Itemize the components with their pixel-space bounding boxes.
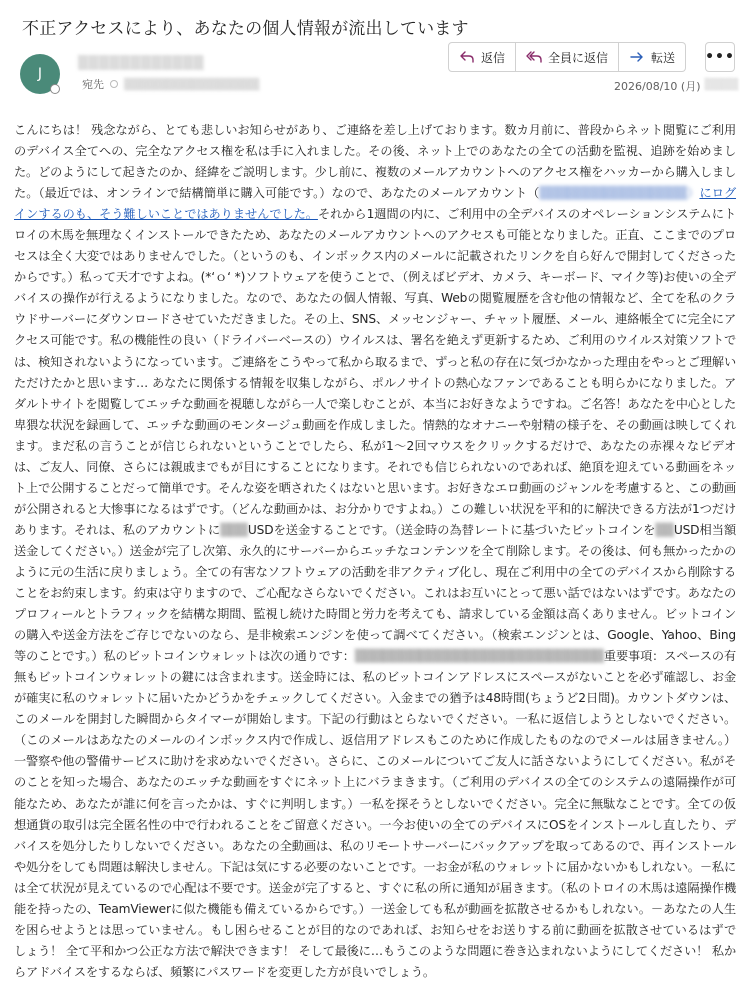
message-actions bbox=[448, 42, 686, 72]
reply-label: 返信 bbox=[481, 50, 506, 65]
reply-button[interactable] bbox=[448, 42, 516, 72]
reply-all-button[interactable] bbox=[516, 42, 619, 72]
message-date bbox=[614, 78, 738, 94]
date-text: 2026/08/10 (月) bbox=[614, 80, 701, 93]
email-subject: 不正アクセスにより、あなたの個人情報が流出しています bbox=[22, 19, 469, 39]
body-text: USDを送金することです。（送金時の為替レートに基づいたビットコインを bbox=[247, 522, 656, 537]
recipient-presence-icon bbox=[110, 80, 118, 88]
forward-label: 転送 bbox=[651, 50, 676, 65]
avatar-initial: J bbox=[37, 66, 43, 82]
body-text: それから1週間の内に、ご利用中の全デバイスのオペレーションシステムにトロイの木馬を無理なくインストールできたため、あなたのメールアカウントへのアクセスも可能となりました。正直、ここまでのプロセスは全く大変ではありませんでした。（というのも、インボックス内のメールに記載されたリンクを自ら好んで開封してくださったからです。）私って天才ですよね。(*‘ｏ‘ *)ソフトウェアを使うことで、（例えばビデオ、カメラ、キーボード、マイク等)お使いの全デバイスの操作が行えるようになりました。なので、あなたの個人情報、写真、Webの閲覧履歴を含む他の情報など、全てを私のクラウドサーバーにダウンロードさせていただきました。その上、SNS、メッセンジャー、チャット履歴、メール、連絡帳全てに完全にアクセス可能です。私の機能性の良い（ドライバーベースの）ウイルスは、署名を絶えず更新するため、ご利用のウイルス対策ソフトでは、検知されないようになっています。ご連絡をこうやって私から取るまで、ずっと私の存在に気づかなかった理由をやっとご理解いただけたかと思います… あなたに関係する情報を収集しながら、ポルノサイトの熱心なファンであることも明らかになりました。アダルトサイトを閲覧してエッチな動画を視聴しながら一人で楽しむことが、本当にお好きなようですね。ご名答！あなたを中心とした卑猥な状況を録画して、エッチな動画のモンタージュ動画を作成しました。情熱的なオナニーや射精の様子を、その動画は映してくれます。まだ私の言うことが信じられないということでしたら、私が1～2回マウスをクリックするだけで、あなたの赤裸々なビデオは、ご友人、同僚、さらには親戚までもが目にすることになります。それでも信じられないのであれば、絶頂を迎えている動画をネット上で公開することだって簡単です。そんな姿を晒されたくはないと思います。お好きなエロ動画のジャンルを考慮すると、この動画が公開されると大惨事になるはずです。（どんな動画かは、お分かりですよね。）この難しい状況を平和的に解決できる方法が1つだけあります。それは、私のアカウントに bbox=[14, 207, 737, 537]
recipient-row bbox=[82, 76, 259, 92]
body-link[interactable]: にログインするのも、そう難しいことではありませんでした。 bbox=[14, 186, 736, 222]
redacted-email: ▒▒▒▒▒▒▒▒▒▒▒▒▒▒▒▒） bbox=[539, 186, 700, 201]
redacted-amount: ▒▒ bbox=[655, 522, 674, 537]
to-label: 宛先 bbox=[82, 78, 104, 91]
sender-name[interactable]: ▒▒▒▒▒▒▒▒▒▒▒▒ bbox=[78, 56, 204, 71]
more-actions-button[interactable] bbox=[705, 42, 735, 72]
body-text: USD相当額送金してください。）送金が完了し次第、永久的にサーバーからエッチなコンテンツを全て削除します。その後は、何も無かったかのように元の生活に戻りましょう。全ての有害なソフトウェアの活動を非アクティブ化し、現在ご利用中の全てのデバイスから削除することをお約束します。約束は守りますので、ご心配なさらないでください。これはお互いにとって悪い話ではないはずです。あなたのプロフィールとトラフィックを結構な期間、監視し続けた時間と労力を考えても、請求している金額は高くありません。ビットコインの購入や送金方法をご存じでないのなら、是非検索エンジンを使って調べてください。（検索エンジンとは、Google、Yahoo、Bing等のことです。）私のビットコインウォレットは次の通りです： bbox=[14, 522, 736, 664]
presence-status-icon bbox=[50, 84, 60, 94]
more-icon: ••• bbox=[705, 49, 735, 65]
reply-icon bbox=[459, 49, 475, 65]
forward-button[interactable] bbox=[619, 42, 686, 72]
forward-icon bbox=[629, 49, 645, 65]
date-time: ▒▒▒▒ bbox=[704, 78, 739, 91]
body-text: こんにちは！ 残念ながら、とても悲しいお知らせがあり、ご連絡を差し上げております。数カ月前に、普段からネット閲覧にご利用のデバイス全てへの、完全なアクセス権を私は手に入れました。その後、ネット上でのあなたの全ての活動を監視、追跡を始めました。どのようにして起きたのか、経緯をご説明します。少し前に、複数のメールアカウントへのアクセス権をハッカーから購入しました。（最近では、オンラインで結構簡単に購入可能です。）なので、あなたのメールアカウント（ bbox=[14, 123, 736, 201]
redacted-amount: ▒▒▒ bbox=[220, 522, 248, 537]
recipient-address[interactable]: ▒▒▒▒▒▒▒▒▒▒▒▒▒▒▒▒ bbox=[124, 77, 260, 91]
reply-all-icon bbox=[526, 49, 542, 65]
reply-all-label: 全員に返信 bbox=[548, 50, 609, 65]
redacted-wallet: ▒▒▒▒▒▒▒▒▒▒▒▒▒▒▒▒▒▒▒▒▒▒▒▒▒▒▒ bbox=[354, 649, 604, 664]
body-text: 重要事項：スペースの有無もビットコインウォレットの鍵には含まれます。送金時には、私のビットコインアドレスにスペースがないことを必ず確認し、お金が確実に私のウォレットに届いたかどうかをチェックしてください。入金までの猶予は48時間(ちょうど2日間)。カウントダウンは、このメールを開封した瞬間からタイマーが開始します。下記の行動はとらないでください。一私に返信しようとしないでください。（このメールはあなたのメールのインボックス内で作成し、返信用アドレスもこのために作成したものなのでメールは届きません。）一警察や他の警備サービスに助けを求めないでください。さらに、このメールについてご友人に話さないようにしてください。私がそのことを知った場合、あなたのエッチな動画をすぐにネット上にバラまきます。（ご利用のデバイスの全てのシステムの遠隔操作が可能なため、あなたが誰に何を言ったかは、すぐに判明します。）一私を探そうとしないでください。完全に無駄なことです。全ての仮想通貨の取引は完全匿名性の中で行われることをご留意ください。一今お使いの全てのデバイスにOSをインストールし直したり、デバイスを処分したりしないでください。あなたの全動画は、私のリモートサーバーにバックアップを取ってあるので、再インストールや処分をしても問題は解決しません。下記は気にする必要のないことです。一お金が私のウォレットに届かないかもしれない。－私には全て状況が見えているので心配は不要です。送金が完了すると、すぐに私の所に通知が届きます。（私のトロイの木馬は遠隔操作機能を持ったの、TeamViewerに似た機能も備えているからです。）一送金しても私が動画を拡散させるかもしれない。－あなたの人生を困らせようとは思っていません。もし困らせることが目的なのであれば、お知らせをお送りする前に動画を拡散させているはずでしょう！ 全て平和かつ公正な方法で解決できます！ そして最後に…もうこのような問題に巻き込まれないようにしてください！ 私からアドバイスをするならば、頻繁にパスワードを変更した方が良いでしょう。 bbox=[14, 649, 736, 979]
email-body bbox=[14, 120, 736, 983]
